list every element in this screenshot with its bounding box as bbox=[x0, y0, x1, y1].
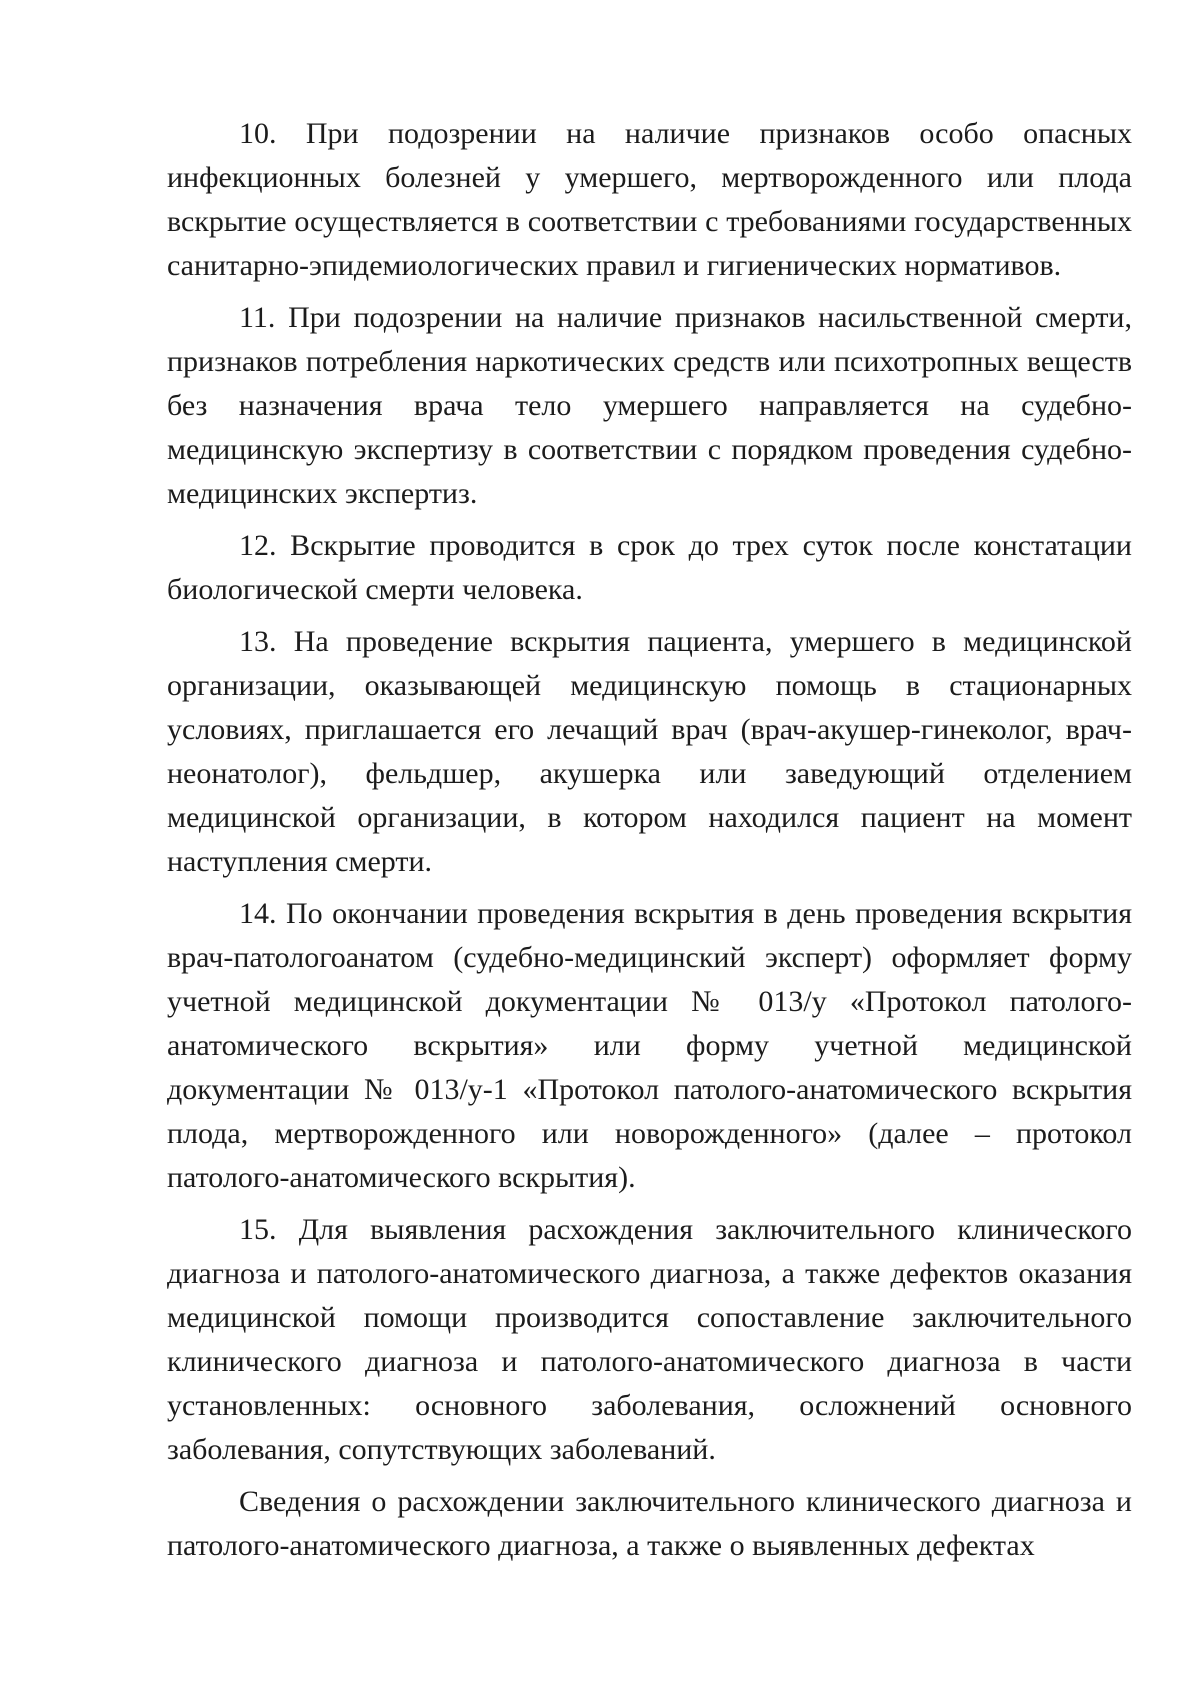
document-body bbox=[167, 112, 1132, 1568]
paragraph-15: 15. Для выявления расхождения заключительного клинического диагноза и патолого-анатомического диагноза, а также дефектов оказания медицинской помощи производится сопоставление заключительного клинического диагноза и патолого-анатомического диагноза в части установленных: основного заболевания, осложнений основного заболевания, сопутствующих заболеваний. bbox=[167, 1213, 1132, 1466]
paragraph-10: 10. При подозрении на наличие признаков особо опасных инфекционных болезней у умершего, мертворожденного или плода вскрытие осуществляется в соответствии с требованиями государственных санитарно-эпидемиологических правил и гигиенических нормативов. bbox=[167, 117, 1132, 282]
paragraph-12: 12. Вскрытие проводится в срок до трех суток после констатации биологической смерти человека. bbox=[167, 529, 1132, 606]
paragraph-continuation: Сведения о расхождении заключительного клинического диагноза и патолого-анатомического диагноза, а также о выявленных дефектах bbox=[167, 1485, 1132, 1562]
paragraph-13: 13. На проведение вскрытия пациента, умершего в медицинской организации, оказывающей медицинскую помощь в стационарных условиях, приглашается его лечащий врач (врач-акушер-гинеколог, врач-неонатолог), фельдшер, акушерка или заведующий отделением медицинской организации, в котором находился пациент на момент наступления смерти. bbox=[167, 625, 1132, 878]
paragraph-14: 14. По окончании проведения вскрытия в день проведения вскрытия врач-патологоанатом (судебно-медицинский эксперт) оформляет форму учетной медицинской документации № 013/у «Протокол патолого-анатомического вскрытия» или форму учетной медицинской документации № 013/у-1 «Протокол патолого-анатомического вскрытия плода, мертворожденного или новорожденного» (далее – протокол патолого-анатомического вскрытия). bbox=[167, 897, 1132, 1194]
paragraph-11: 11. При подозрении на наличие признаков насильственной смерти, признаков потребления наркотических средств или психотропных веществ без назначения врача тело умершего направляется на судебно-медицинскую экспертизу в соответствии с порядком проведения судебно-медицинских экспертиз. bbox=[167, 301, 1132, 510]
